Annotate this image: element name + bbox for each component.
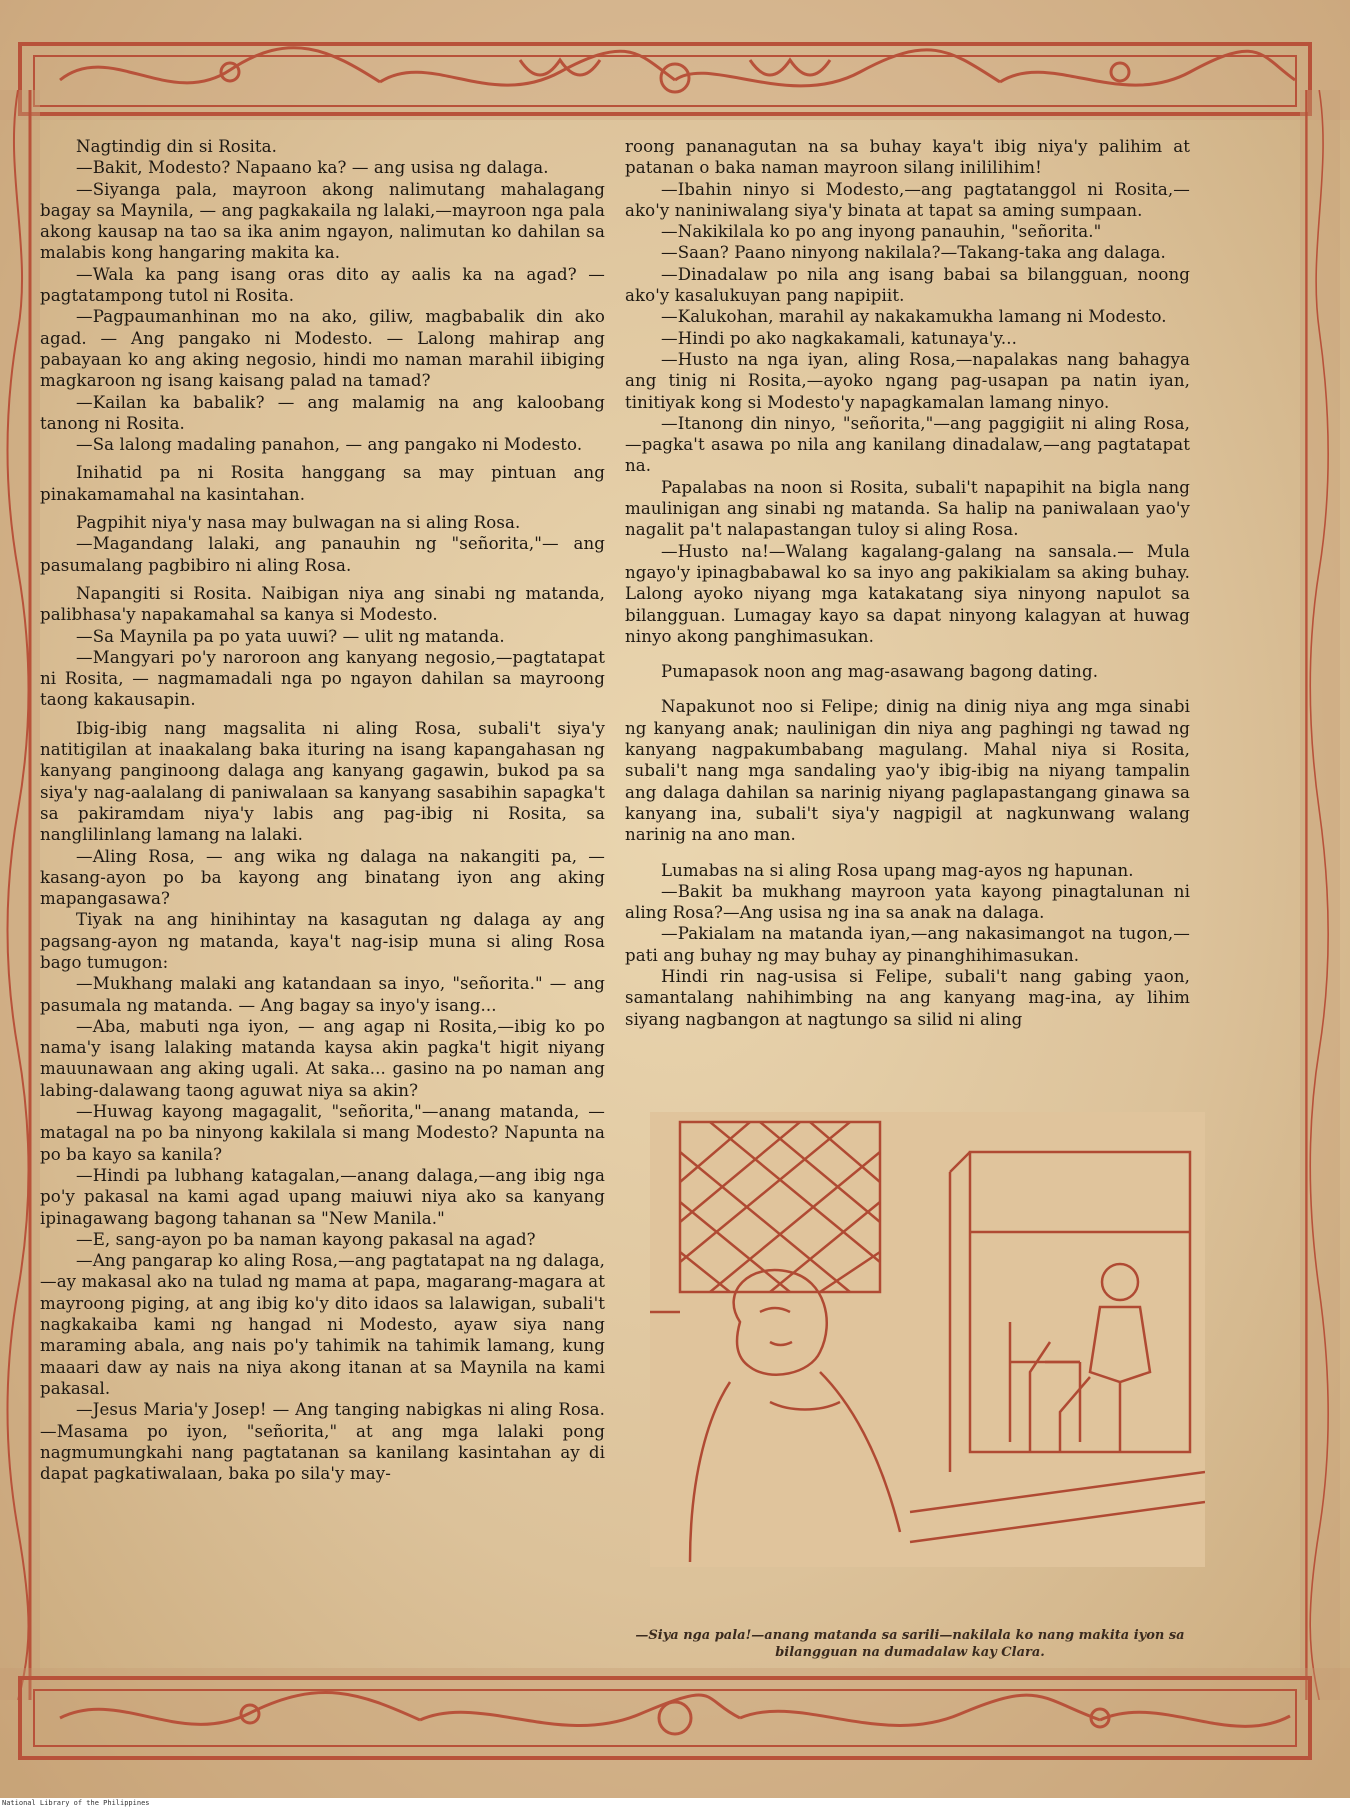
paragraph: —E, sang-ayon po ba naman kayong pakasal na agad?	[76, 1229, 536, 1249]
paragraph: —Sa Maynila pa po yata uuwi? — ulit ng matanda.	[76, 626, 505, 646]
paragraph: —Ibahin ninyo si Modesto,—ang pagtatanggol ni Rosita,—ako'y naniniwalang siya'y binata at tapat sa aming sumpaan.	[625, 179, 1190, 220]
paragraph: Lumabas na si aling Rosa upang mag-ayos ng hapunan.	[661, 860, 1134, 880]
paragraph: —Mangyari po'y naroroon ang kanyang negosio,—pagtatapat ni Rosita, — nagmamadali nga po ngayon dahilan sa mayroong taong kakausapin.	[40, 647, 605, 710]
paragraph: Tiyak na ang hinihintay na kasagutan ng dalaga ay ang pagsang-ayon ng matanda, kaya't nag-isip muna si aling Rosa bago tumugon:	[40, 910, 605, 972]
paragraph: —Nakikilala ko po ang inyong panauhin, "señorita."	[661, 222, 1102, 242]
paragraph: Napakunot noo si Felipe; dinig na dinig niya ang mga sinabi ng kanyang anak; naulinigan din niya ang paghingi ng tawad ng kanyang nagpakumbabang magulang. Mahal niya si Rosita, subali't nang mga sandaling yao'y ibig-ibig na niyang tampalin ang dalaga dahilan sa narinig niyang paglapastangang ginawa sa kanyang ina, subali't siya'y nagpigil at nagkunwang walang narinig na ano man.	[625, 697, 1190, 845]
paragraph: Napangiti si Rosita. Naibigan niya ang sinabi ng matanda, palibhasa'y napakamahal sa kanya si Modesto.	[40, 583, 605, 625]
paragraph: —Hindi po ako nagkakamali, katunaya'y...	[661, 328, 1017, 348]
paragraph: Nagtindig din si Rosita.	[76, 137, 278, 156]
paragraph: —Magandang lalaki, ang panauhin ng "señorita,"— ang pasumalang pagbibiro ni aling Rosa.	[40, 534, 605, 575]
paragraph: —Kalukohan, marahil ay nakakamukha lamang ni Modesto.	[661, 307, 1167, 327]
paragraph: —Mukhang malaki ang katandaan sa inyo, "señorita." — ang pasumala ng matanda. — Ang bagay sa inyo'y isang...	[40, 974, 605, 1015]
paragraph: —Pagpaumanhinan mo na ako, giliw, magbabalik din ako agad. — Ang pangako ni Modesto. — Lalong mahirap ang pabayaan ko ang aking negosio, hindi mo naman marahil iibiging magkaroon ng isang kaisang palad na tamad?	[40, 307, 605, 391]
paragraph: —Aba, mabuti nga iyon, — ang agap ni Rosita,—ibig ko po nama'y isang lalaking matanda kaysa akin pagka't higit niyang mauunawaan ang aking ugali. At saka... gasino na po naman ang labing-dalawang taong aguwat niya sa akin?	[40, 1016, 605, 1100]
illustration-caption: —Siya nga pala!—anang matanda sa sarili—nakilala ko nang makita iyon sa bilangguan na dumadalaw kay Clara.	[635, 1628, 1185, 1660]
footer-credit: National Library of the Philippines	[0, 1798, 1350, 1808]
ornamental-border-right	[1300, 90, 1340, 1700]
paragraph: —Bakit ba mukhang mayroon yata kayong pinagtalunan ni aling Rosa?—Ang usisa ng ina sa anak na dalaga.	[625, 881, 1190, 923]
paragraph: Ibig-ibig nang magsalita ni aling Rosa, subali't siya'y natitigilan at inaakalang baka ituring na isang kapangahasan ng kanyang panginoong dalaga ang kanyang gagawin, bukod pa sa siya'y nag-aalalang di paniwalaan sa kanyang sasabihin sapagka't sa pakiramdam niya'y labis ang pag-ibig ni Rosita, sa nanglilinlang lamang na lalaki.	[40, 718, 605, 845]
paragraph: —Dinadalaw po nila ang isang babai sa bilangguan, noong ako'y kasalukuyan pang napipiit.	[625, 264, 1190, 306]
paragraph: roong pananagutan na sa buhay kaya't ibig niya'y palihim at patanan o baka naman mayroon silang inililihim!	[625, 137, 1190, 178]
paragraph: Inihatid pa ni Rosita hanggang sa may pintuan ang pinakamamahal na kasintahan.	[40, 463, 605, 504]
illustration-drawing	[650, 1112, 1205, 1567]
paragraph: —Bakit, Modesto? Napaano ka? — ang usisa ng dalaga.	[76, 158, 549, 178]
paragraph: —Siyanga pala, mayroon akong nalimutang mahalagang bagay sa Maynila, — ang pagkakaila ng lalaki,—mayroon nga pala akong kausap na tao sa ika anim ngayon, nalimutan ko dahilan sa malabis kong hangaring makita ka.	[40, 179, 605, 263]
paragraph: Papalabas na noon si Rosita, subali't napapihit na bigla nang maulinigan ang sinabi ng matanda. Sa halip na paniwalaan yao'y nagalit pa't nalapastangan tuloy si aling Rosa.	[625, 477, 1190, 540]
paragraph: —Itanong din ninyo, "señorita,"—ang paggigiit ni aling Rosa,—pagka't asawa po nila ang kanilang dinadalaw,—ang pagtatapat na.	[625, 413, 1190, 476]
paragraph: —Wala ka pang isang oras dito ay aalis ka na agad? —pagtatampong tutol ni Rosita.	[40, 264, 605, 306]
paragraph: —Kailan ka babalik? — ang malamig na ang kaloobang tanong ni Rosita.	[40, 392, 605, 433]
paragraph: —Huwag kayong magagalit, "señorita,"—anang matanda, —matagal na po ba ninyong kakilala si mang Modesto? Napunta na po ba kayo sa kanila?	[40, 1102, 605, 1164]
paragraph: —Sa lalong madaling panahon, — ang pangako ni Modesto.	[76, 435, 583, 455]
right-text-column	[625, 136, 1190, 1030]
ornamental-border-bottom	[0, 1668, 1350, 1798]
paragraph: —Aling Rosa, — ang wika ng dalaga na nakangiti pa, —kasang-ayon po ba kayong ang binatang iyon ang aking mapangasawa?	[40, 846, 605, 909]
paragraph: —Saan? Paano ninyong nakilala?—Takang-taka ang dalaga.	[661, 243, 1166, 263]
paragraph: —Hindi pa lubhang katagalan,—anang dalaga,—ang ibig nga po'y pakasal na kami agad upang maiuwi niya ako sa kanyang ipinagawang bagong tahanan sa "New Manila."	[40, 1165, 605, 1228]
paragraph: —Husto na nga iyan, aling Rosa,—napalakas nang bahagya ang tinig ni Rosita,—ayoko ngang pag-usapan pa natin iyan, tinitiyak kong si Modesto'y napagkamalan lamang ninyo.	[625, 349, 1190, 412]
story-illustration	[650, 1112, 1205, 1567]
left-text-column	[40, 136, 605, 1484]
paragraph: Pumapasok noon ang mag-asawang bagong dating.	[661, 662, 1099, 682]
paragraph: —Ang pangarap ko aling Rosa,—ang pagtatapat na ng dalaga,—ay makasal ako na tulad ng mama at papa, magarang-magara at mayroong piging, at ang ibig ko'y dito idaos sa lalawigan, subali't nagkakaiba kami ng hangad ni Modesto, ayaw siya nang maraming abala, ang nais po'y tahimik na tahimik lamang, kung maaari daw ay nais na niya akong itanan at sa Maynila na kami pakasal.	[40, 1251, 605, 1398]
paragraph: —Jesus Maria'y Josep! — Ang tanging nabigkas ni aling Rosa.—Masama po iyon, "señorita," at ang mga lalaki pong nagmumungkahi nang pagtatanan sa kanilang kasintahan ay di dapat pagkatiwalaan, baka po sila'y may-	[40, 1400, 605, 1484]
ornamental-border-top	[0, 0, 1350, 120]
ornamental-border-left	[0, 90, 40, 1700]
paragraph: —Pakialam na matanda iyan,—ang nakasimangot na tugon,—pati ang buhay ng may buhay ay pinanghihimasukan.	[625, 924, 1190, 965]
paragraph: Pagpihit niya'y nasa may bulwagan na si aling Rosa.	[76, 513, 521, 533]
paragraph: Hindi rin nag-usisa si Felipe, subali't nang gabing yaon, samantalang nahihimbing na ang kanyang mag-ina, ay lihim siyang nagbangon at nagtungo sa silid ni aling	[625, 966, 1190, 1029]
paragraph: —Husto na!—Walang kagalang-galang na sansala.— Mula ngayo'y ipinagbabawal ko sa inyo ang pakikialam sa aking buhay. Lalong ayoko niyang mga katakatang siya ninyong napulot sa bilangguan. Lumagay kayo sa dapat ninyong kalagyan at huwag ninyo akong panghimasukan.	[625, 541, 1190, 646]
